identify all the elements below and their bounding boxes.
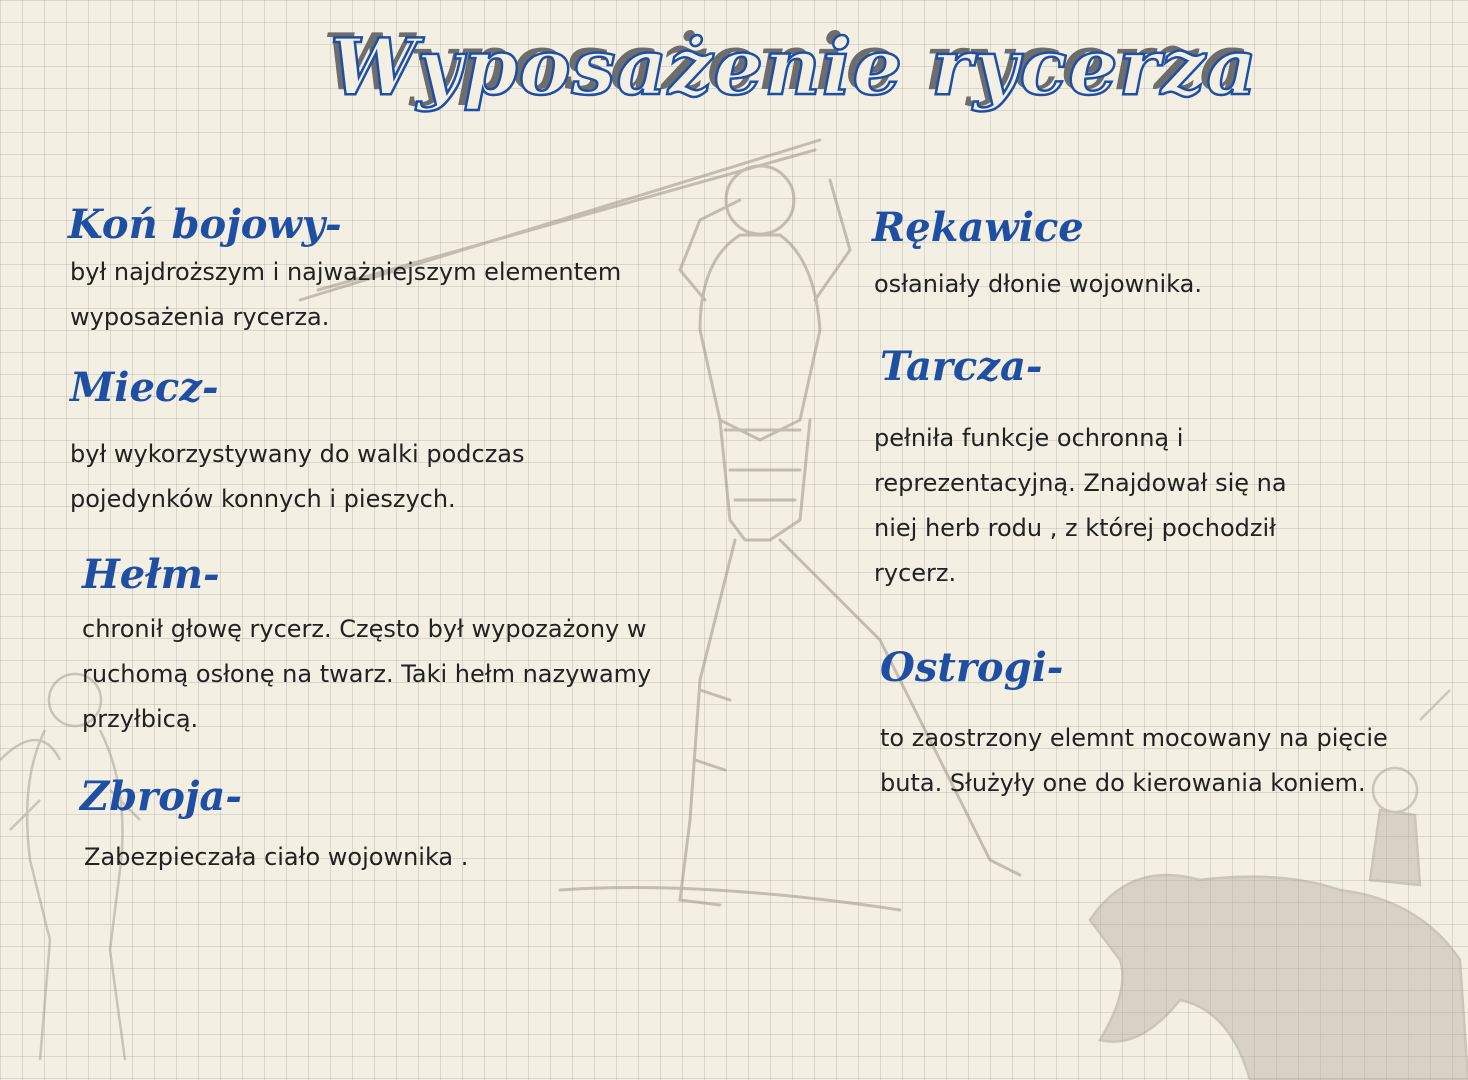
text-helm bbox=[82, 607, 651, 742]
heading-helm: Hełm- bbox=[82, 551, 220, 598]
text-kon bbox=[70, 250, 621, 340]
heading-rekawice: Rękawice bbox=[872, 204, 1084, 251]
text-ostrogi bbox=[880, 716, 1388, 806]
text-rekawice bbox=[874, 262, 1202, 307]
text-line: buta. Służyły one do kierowania koniem. bbox=[880, 769, 1366, 797]
text-line: niej herb rodu , z której pochodził bbox=[874, 514, 1276, 542]
text-zbroja bbox=[84, 835, 468, 880]
text-line: był wykorzystywany do walki podczas bbox=[70, 440, 525, 468]
heading-zbroja: Zbroja- bbox=[80, 773, 242, 820]
text-line: ruchomą osłonę na twarz. Taki hełm nazywamy bbox=[82, 660, 652, 688]
text-line: był najdroższym i najważniejszym elementem bbox=[70, 258, 622, 286]
text-line: pełniła funkcje ochronną i bbox=[874, 424, 1184, 452]
text-line: wyposażenia rycerza. bbox=[70, 303, 330, 331]
heading-kon: Koń bojowy- bbox=[68, 201, 342, 248]
text-miecz bbox=[70, 432, 525, 522]
text-line: Zabezpieczała ciało wojownika . bbox=[84, 843, 469, 871]
text-line: osłaniały dłonie wojownika. bbox=[874, 270, 1202, 298]
heading-tarcza: Tarcza- bbox=[880, 343, 1043, 390]
text-tarcza bbox=[874, 416, 1287, 596]
heading-miecz: Miecz- bbox=[70, 364, 219, 411]
text-line: przyłbicą. bbox=[82, 705, 199, 733]
text-line: to zaostrzony elemnt mocowany na pięcie bbox=[880, 724, 1388, 752]
text-line: reprezentacyjną. Znajdował się na bbox=[874, 469, 1287, 497]
page-title: Wyposażenie rycerza bbox=[330, 22, 1258, 113]
text-line: rycerz. bbox=[874, 559, 957, 587]
heading-ostrogi: Ostrogi- bbox=[880, 644, 1064, 691]
text-line: chronił głowę rycerz. Często był wypozażony w bbox=[82, 615, 647, 643]
text-line: pojedynków konnych i pieszych. bbox=[70, 485, 456, 513]
